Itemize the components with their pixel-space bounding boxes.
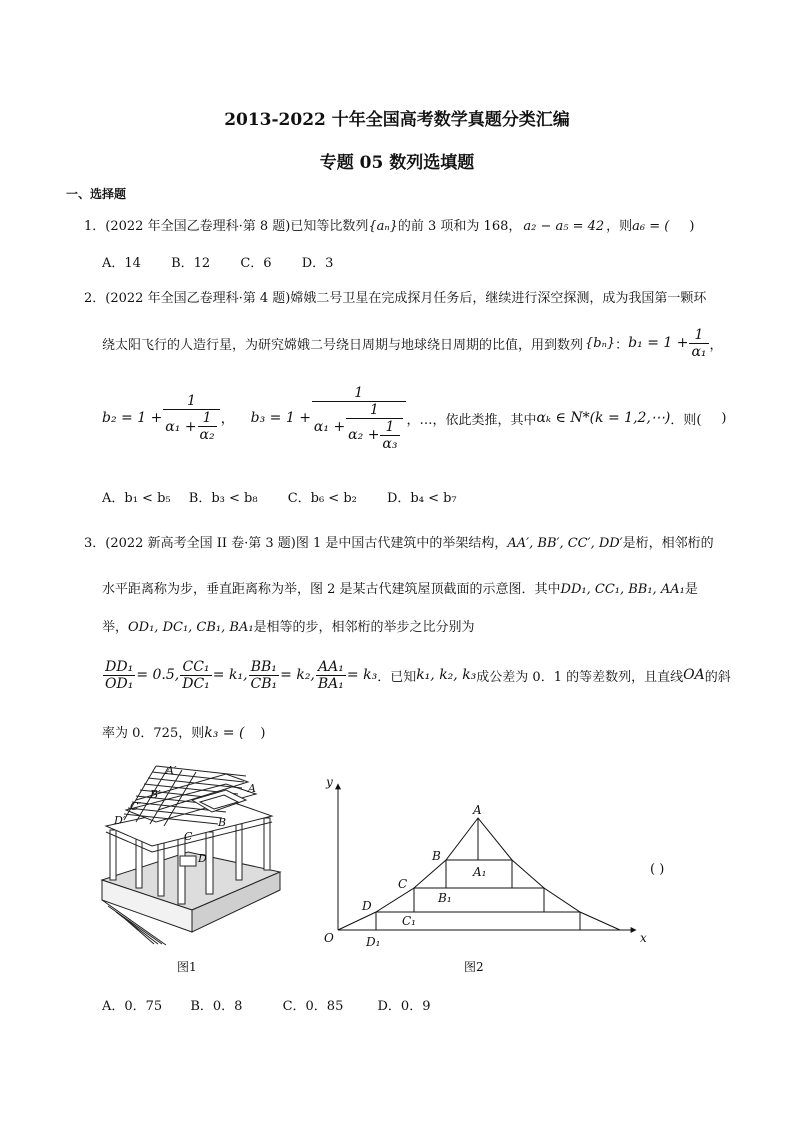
question-source: (2022 年全国乙卷理科·第 4 题): [105, 291, 291, 306]
fraction-numerator: 1: [202, 410, 212, 426]
axis-x-label: x: [640, 931, 647, 945]
option-c[interactable]: C．b₆ < b₂: [287, 491, 357, 506]
line-oa: OA: [683, 667, 705, 683]
option-a[interactable]: A．0．75: [102, 999, 163, 1014]
section-label: 一、选择题: [66, 187, 127, 201]
axis-y-label: y: [326, 775, 333, 789]
question-text: ，…，依此类推，其中: [406, 412, 537, 428]
sequence-notation: {aₙ}: [368, 219, 398, 234]
innermost-fraction: [380, 419, 399, 452]
ratio-fraction-3: [249, 659, 280, 692]
fraction-denominator: α₃: [382, 435, 398, 452]
option-b[interactable]: B．0．8: [190, 999, 243, 1014]
bar-c: [414, 888, 544, 912]
inner-fraction: [198, 410, 217, 443]
fraction-numerator: 1: [369, 401, 379, 418]
answer-paren: ): [689, 219, 695, 234]
fraction-numerator: 1: [694, 326, 704, 343]
target-expression: a₆ = (: [632, 219, 670, 234]
beam-labels: AA′, BB′, CC′, DD′: [507, 536, 623, 551]
fraction-numerator: BB₁: [250, 658, 277, 675]
fraction-numerator: 1: [354, 384, 364, 401]
question-text: ，则: [606, 219, 633, 234]
label-b-prime: B′: [150, 788, 161, 801]
fraction-denominator: α₂: [199, 427, 215, 443]
fraction-denominator: α₁: [691, 343, 707, 360]
ratio-fraction-1: [103, 659, 135, 692]
question-2-options: [102, 487, 483, 506]
answer-paren: ): [721, 410, 727, 426]
question-text: 是: [684, 582, 698, 597]
fraction-numerator: AA₁: [317, 658, 344, 675]
fraction-denominator: DC₁: [182, 675, 210, 692]
question-3-options: [102, 995, 456, 1014]
question-text: ：: [615, 337, 629, 353]
question-text: 水平距离称为步，垂直距离称为举，图 2 是某古代建筑屋顶截面的示意图．其中: [102, 582, 561, 597]
label-b: B: [218, 816, 227, 829]
question-text: ．已知: [377, 669, 417, 685]
alpha-term: α₂ +: [348, 427, 380, 443]
fraction-denominator: OD₁: [105, 675, 134, 692]
question-1-stem: [84, 215, 694, 234]
sequence-notation: {bₙ}: [585, 335, 616, 351]
ratio-value: = k₃: [346, 667, 378, 683]
option-c[interactable]: C．0．85: [282, 999, 344, 1014]
question-2-line-2: [102, 321, 723, 365]
fraction-denominator: [163, 409, 219, 443]
fraction-numerator: 1: [187, 393, 196, 409]
ratio-value: = 0.5,: [136, 667, 180, 683]
question-source: (2022 年全国乙卷理科·第 8 题): [105, 219, 291, 234]
b1-expression: b₁ = 1 +: [628, 335, 689, 351]
origin-label: O: [324, 931, 334, 945]
option-d[interactable]: D．3: [301, 256, 334, 271]
fraction-numerator: 1: [385, 418, 395, 435]
question-number: 3．: [84, 536, 106, 551]
question-text: 已知等比数列: [290, 219, 369, 234]
question-2-line-3: [102, 378, 727, 458]
label-c: C: [184, 830, 193, 843]
figure-2-roof-section: [318, 772, 658, 948]
label-d: D: [362, 899, 372, 913]
b2-expression: b₂ = 1 +: [102, 410, 163, 426]
alpha-term: α₁ +: [313, 418, 346, 435]
question-text: 是相等的步，相邻桁的举步之比分别为: [253, 620, 475, 635]
question-text: 图 1 是中国古代建筑中的举架结构，: [295, 536, 508, 551]
question-text: 成公差为 0．1 的等差数列，且直线: [476, 669, 684, 685]
label-a: A: [248, 782, 256, 795]
figure-2-caption: 图2: [464, 960, 484, 974]
question-text: 是桁，相邻桁的: [622, 536, 714, 551]
question-text: ，: [709, 337, 723, 353]
figure-1-roof-frame: [96, 760, 286, 950]
question-text: 的斜: [704, 669, 731, 685]
question-text: 举，: [102, 620, 129, 635]
fraction-denominator: BA₁: [317, 675, 344, 692]
question-3-line-5: [102, 722, 266, 741]
alpha-term: α₁ +: [165, 418, 197, 435]
option-b[interactable]: B．b₃ < b₈: [188, 491, 258, 506]
option-a[interactable]: A．14: [102, 256, 141, 271]
question-source: (2022 新高考全国 II 卷·第 3 题): [105, 536, 296, 551]
b3-expression: b₃ = 1 +: [250, 410, 311, 426]
b1-fraction: [689, 327, 708, 360]
label-d: D: [198, 852, 207, 865]
label-a-prime: A′: [166, 764, 177, 777]
page-title: 2013-2022 十年全国高考数学真题分类汇编: [224, 110, 570, 130]
label-a: A: [473, 803, 482, 817]
question-1-options: [102, 252, 359, 271]
ratio-value: = k₂,: [280, 667, 315, 683]
label-c1: C₁: [402, 914, 416, 928]
fraction-numerator: DD₁: [105, 658, 134, 675]
alpha-condition: αₖ ∈ N*(k = 1,2,⋯): [536, 410, 671, 426]
question-text: 的前 3 项和为 168，: [397, 219, 522, 234]
rise-labels: DD₁, CC₁, BB₁, AA₁: [560, 582, 685, 597]
condition-expression: a₂ − a₅ = 42: [523, 219, 605, 234]
label-c-prime: C′: [130, 800, 141, 813]
fraction-numerator: CC₁: [182, 658, 210, 675]
label-c: C: [398, 877, 408, 891]
label-b1: B₁: [438, 891, 452, 905]
question-text: 率为 0．725，则: [102, 726, 205, 741]
question-text: 嫦娥二号卫星在完成探月任务后，继续进行深空探测，成为我国第一颗环: [290, 291, 707, 306]
question-text: ．则(: [670, 412, 702, 428]
fraction-denominator: [346, 418, 402, 452]
figure-1-caption: 图1: [177, 960, 197, 974]
question-3-line-4: [102, 652, 731, 698]
question-text: ，: [220, 411, 235, 427]
option-d[interactable]: D．b₄ < b₇: [387, 491, 457, 506]
page-subtitle: 专题 05 数列选填题: [319, 153, 475, 173]
question-number: 1．: [84, 219, 106, 234]
fraction-denominator: CB₁: [250, 675, 278, 692]
label-d-prime: D′: [114, 814, 126, 827]
answer-paren-side: ( ): [650, 862, 665, 877]
label-d1: D₁: [366, 935, 381, 948]
option-c[interactable]: C．6: [240, 256, 272, 271]
k-sequence: k₁, k₂, k₃: [416, 667, 477, 683]
question-3-line-1: [84, 532, 714, 551]
ratio-value: = k₁,: [212, 667, 248, 683]
question-number: 2．: [84, 291, 106, 306]
answer-paren: ): [260, 726, 266, 741]
ratio-fraction-2: [180, 659, 212, 692]
ratio-fraction-4: [316, 659, 346, 692]
step-labels: OD₁, DC₁, CB₁, BA₁: [128, 620, 254, 635]
b3-fraction: [312, 385, 406, 452]
question-3-line-2: [102, 578, 698, 597]
question-3-line-3: [102, 616, 475, 635]
option-b[interactable]: B．12: [171, 256, 211, 271]
b2-fraction: [163, 393, 219, 443]
inner-fraction: [346, 402, 402, 452]
question-text: 绕太阳飞行的人造行星，为研究嫦娥二号绕日周期与地球绕日周期的比值，用到数列: [102, 337, 584, 353]
label-b: B: [432, 849, 441, 863]
option-a[interactable]: A．b₁ < b₅: [102, 491, 171, 506]
fraction-denominator: [312, 401, 406, 452]
question-2-line-1: [84, 287, 706, 306]
option-d[interactable]: D．0．9: [377, 999, 431, 1014]
label-a1: A₁: [473, 865, 487, 879]
target-expression: k₃ = (: [204, 725, 245, 741]
